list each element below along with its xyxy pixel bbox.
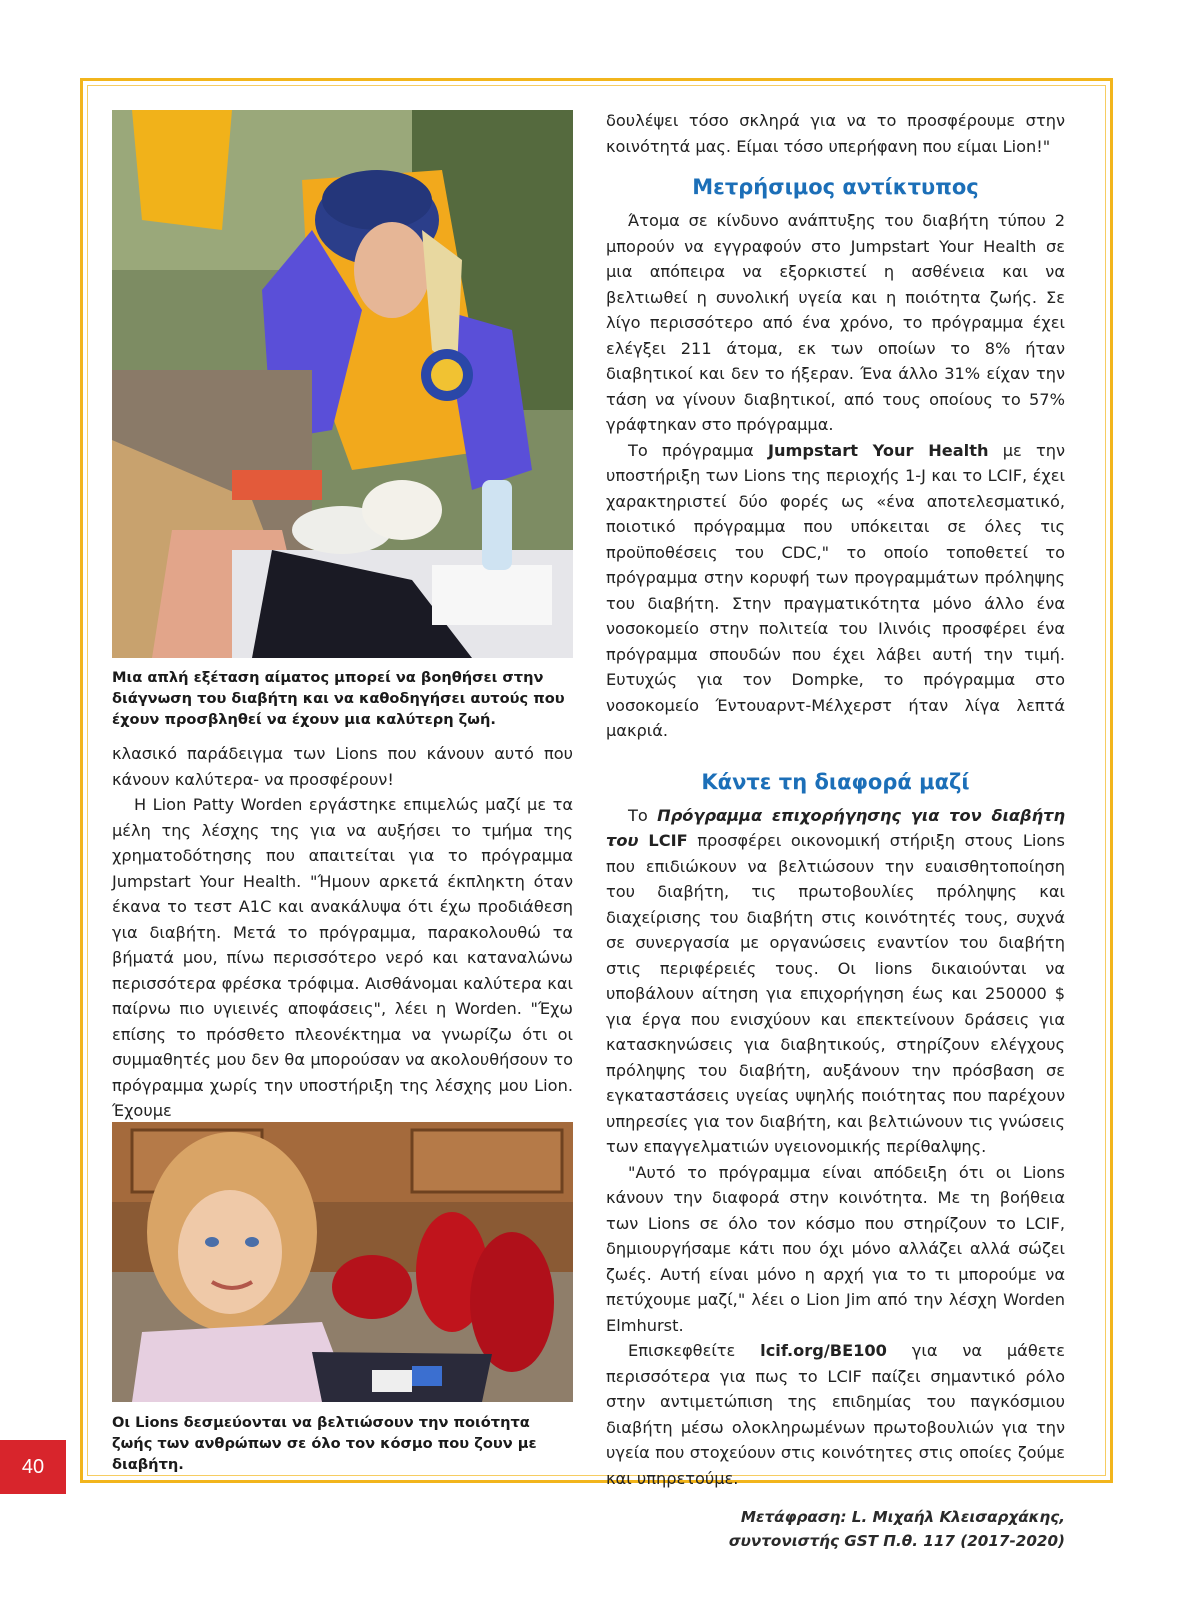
program-name-bold: Jumpstart Your Health (767, 440, 989, 460)
left-column (112, 741, 573, 1124)
right-paragraph-1: Άτομα σε κίνδυνο ανάπτυξης του διαβήτη τύπου 2 μπορούν να εγγραφούν στο Jumpstart Your Health σε μια απόπειρα να εξορκιστεί η ασθένεια και να βελτιωθεί η συνολική υγεία και η ποιότητα ζωής. Σε λίγο περισσότερο από ένα χρόνο, το πρόγραμμα έχει ελέγξει 211 άτομα, εκ των οποίων το 8% ήταν διαβητικοί και δεν το ήξεραν. Ένα άλλο 31% είχαν την τάση να γίνουν διαβητικοί, από τους οποίους το 57% γράφτηκαν στο πρόγραμμα. (606, 211, 1065, 434)
bottom-photo-caption: Οι Lions δεσμεύονται να βελτιώσουν την ποιότητα ζωής των ανθρώπων σε όλο τον κόσμο που ζουν με διαβήτη. (112, 1414, 537, 1473)
right-intro-paragraph: δουλέψει τόσο σκληρά για να το προσφέρουμε στην κοινότητά μας. Είμαι τόσο υπερήφανη που είμαι Lion!" (606, 111, 1065, 156)
grant-program-name: Πρόγραμμα επιχορήγησης για τον διαβήτη του (606, 805, 1066, 850)
left-paragraph-2: Η Lion Patty Worden εργάστηκε επιμελώς μαζί με τα μέλη της λέσχης της για να αυξήσει το τμήμα της χρηματοδότησης που απαιτείται για το πρόγραμμα Jumpstart Your Health. "Ήμουν αρκετά έκπληκτη όταν έκανα το τεστ A1C και ανακάλυψα ότι έχω προδιάθεση για διαβήτη. Μετά το πρόγραμμα, παρακολουθώ τα βήματά μου, πίνω περισσότερο νερό και καταναλώνω περισσότερα φρέσκα τρόφιμα. Αισθάνομαι καλύτερα και παίρνω πιο υγιεινές αποφάσεις", λέει η Worden. "Έχω επίσης το πρόσθετο πλεονέκτημα να γνωρίζω ότι οι συμμαθητές μου δεν θα μπορούσαν να ακολουθήσουν το πρόγραμμα χωρίς την υποστήριξη της λέσχης μου Lion. Έχουμε (112, 795, 573, 1120)
credit-line-2: συντονιστής GST Π.θ. 117 (2017-2020) (728, 1532, 1065, 1550)
top-photo-caption: Μια απλή εξέταση αίματος μπορεί να βοηθήσει στην διάγνωση του διαβήτη και να καθοδηγήσει αυτούς που έχουν προσβληθεί να έχουν μια καλύτερη ζωή. (112, 669, 565, 728)
credit-line-1: Μετάφραση: L. Μιχαήλ Κλεισαρχάκης, (740, 1508, 1065, 1526)
p5-lead: Επισκεφθείτε (628, 1341, 761, 1360)
lcif-link[interactable]: lcif.org/BE100 (760, 1341, 887, 1360)
heading-measurable-impact: Μετρήσιμος αντίκτυπος (692, 175, 979, 199)
girl-kit-photo (112, 1122, 573, 1402)
right-paragraph-3 (606, 803, 1065, 1160)
lcif-bold: LCIF (638, 831, 688, 850)
right-paragraph-5 (606, 1338, 1065, 1491)
right-paragraph-2 (606, 438, 1065, 744)
page-number-tab: 40 (0, 1440, 66, 1494)
p5-body: για να μάθετε περισσότερα για πως το LCIF παίζει σημαντικό ρόλο στην αντιμετώπιση της επιδημίας του παγκόσμιου διαβήτη μέσω ολοκληρωμένων πρωτοβουλιών για την υγεία που στοχεύουν στις κοινότητες στις οποίες ζούμε και υπηρετούμε. (606, 1341, 1065, 1488)
p2-lead: Το πρόγραμμα (628, 440, 768, 460)
heading-make-difference: Κάντε τη διαφορά μαζί (701, 769, 970, 794)
right-paragraph-4: "Αυτό το πρόγραμμα είναι απόδειξη ότι οι Lions κάνουν την διαφορά στην κοινότητα. Με τη βοήθεια των Lions σε όλο τον κόσμο που στηρίζουν το LCIF, δημιουργήσαμε κάτι που όχι μόνο αλλάζει αλλά σώζει ζωές. Αυτή είναι μόνο η αρχή για το τι μπορούμε να πετύχουμε μαζί," λέει ο Lion Jim από την λέσχη Worden Elmhurst. (606, 1162, 1065, 1335)
translation-credit (606, 1505, 1065, 1553)
p2-body: με την υποστήριξη των Lions της περιοχής 1-J και το LCIF, έχει χαρακτηριστεί δύο φορές ως «ένα αποτελεσματικό, ποιοτικό πρόγραμμα που υπόκειται σε όλες τις προϋποθέσεις του CDC," το οποίο τοποθετεί το πρόγραμμα στην κορυφή των προγραμμάτων πρόληψης του διαβήτη. Στην πραγματικότητα μόνο άλλο ένα νοσοκομείο στην πολιτεία του Ιλινόις προσφέρει ένα πρόγραμμα σπουδών που έχει λάβει αυτή την τιμή. Ευτυχώς για τον Dompke, το πρόγραμμα στο νοσοκομείο Έντουαρντ-Μέλχερστ ήταν λίγα λεπτά μακριά. (606, 440, 1065, 740)
right-column (606, 108, 1065, 1553)
girl-kit-illustration (112, 1122, 573, 1402)
blood-test-photo (112, 110, 573, 658)
blood-test-illustration (112, 110, 573, 658)
left-paragraph-1: κλασικό παράδειγμα των Lions που κάνουν αυτό που κάνουν καλύτερα- να προσφέρουν! (112, 744, 573, 789)
p3-body: προσφέρει οικονομική στήριξη στους Lions που επιδιώκουν να βελτιώσουν την ευαισθητοποίηση του διαβήτη, τις πρωτοβουλίες πρόληψης και διαχείρισης του διαβήτη στις κοινότητές τους, συχνά σε συνεργασία με οργανώσεις εναντίον του διαβήτη στις περιφέρειές τους. Οι lions δικαιούνται να υποβάλουν αίτηση για επιχορήγηση έως και 250000 $ για έργα που ενισχύουν και επεκτείνουν δράσεις για κατασκηνώσεις για διαβητικούς, στηρίζουν ελέγχους πρόληψης του διαβήτη, αυξάνουν την πρόσβαση σε εγκαταστάσεις υγείας υψηλής ποιότητας που παρέχουν υπηρεσίες για τον διαβήτη, και βελτιώνουν τις γνώσεις των επαγγελματιών υγειονομικής περίθαλψης. (606, 831, 1065, 1156)
p3-lead: Το (628, 805, 658, 825)
